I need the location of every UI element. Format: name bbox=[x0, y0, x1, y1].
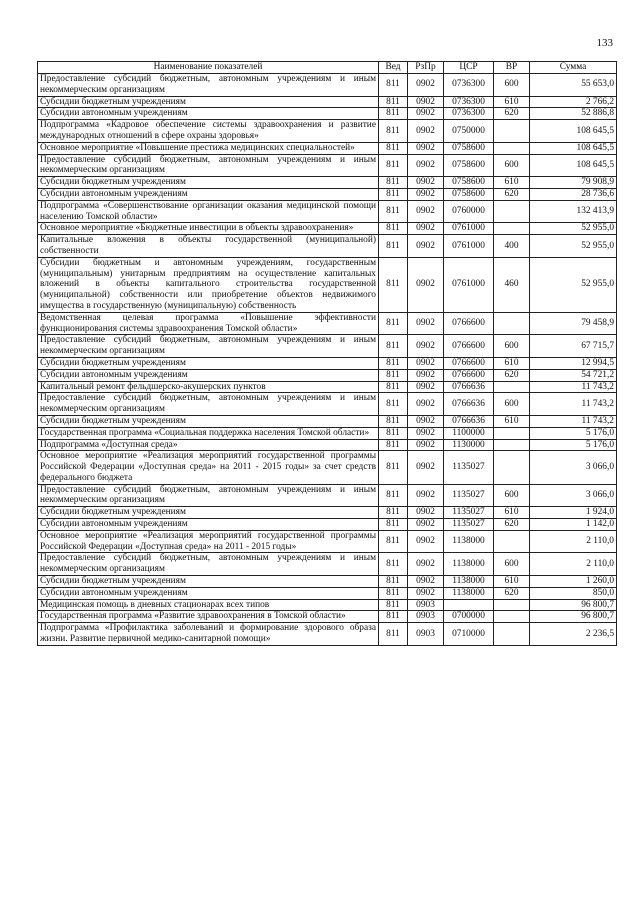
cell-ved: 811 bbox=[379, 96, 408, 108]
cell-sum: 2 236,5 bbox=[530, 623, 617, 646]
cell-sum: 55 653,0 bbox=[530, 74, 617, 97]
col-header-vr: ВР bbox=[494, 62, 530, 74]
cell-rzpr: 0902 bbox=[408, 451, 444, 484]
cell-vr: 600 bbox=[494, 74, 530, 97]
cell-vr bbox=[494, 439, 530, 451]
cell-name: Предоставление субсидий бюджетным, автономным учреждениям и иным некоммерческим организациям bbox=[38, 154, 379, 177]
table-row bbox=[38, 200, 617, 223]
cell-csr: 0766600 bbox=[444, 369, 494, 381]
table-row bbox=[38, 96, 617, 108]
table-row bbox=[38, 599, 617, 611]
cell-ved: 811 bbox=[379, 120, 408, 143]
cell-name: Государственная программа «Социальная поддержка населения Томской области» bbox=[38, 427, 379, 439]
table-row bbox=[38, 484, 617, 507]
cell-ved: 811 bbox=[379, 312, 408, 335]
table-header-row bbox=[38, 62, 617, 74]
cell-ved: 811 bbox=[379, 451, 408, 484]
cell-sum: 12 994,5 bbox=[530, 357, 617, 369]
cell-ved: 811 bbox=[379, 357, 408, 369]
cell-sum: 28 736,6 bbox=[530, 188, 617, 200]
cell-csr: 0750000 bbox=[444, 120, 494, 143]
cell-sum: 2 110,0 bbox=[530, 530, 617, 553]
cell-rzpr: 0902 bbox=[408, 235, 444, 258]
table-row bbox=[38, 381, 617, 393]
cell-name: Основное мероприятие «Бюджетные инвестиции в объекты здравоохранения» bbox=[38, 223, 379, 235]
cell-csr: 0761000 bbox=[444, 257, 494, 312]
table-row bbox=[38, 142, 617, 154]
cell-rzpr: 0902 bbox=[408, 357, 444, 369]
cell-vr bbox=[494, 611, 530, 623]
cell-name: Подпрограмма «Профилактика заболеваний и формирование здорового образа жизни. Развитие первичной медико-санитарной помощи» bbox=[38, 623, 379, 646]
cell-csr: 0736300 bbox=[444, 96, 494, 108]
cell-ved: 811 bbox=[379, 439, 408, 451]
table-row bbox=[38, 74, 617, 97]
cell-rzpr: 0902 bbox=[408, 154, 444, 177]
cell-name: Предоставление субсидий бюджетным, автономным учреждениям и иным некоммерческим организациям bbox=[38, 393, 379, 416]
cell-rzpr: 0902 bbox=[408, 257, 444, 312]
cell-ved: 811 bbox=[379, 519, 408, 531]
cell-csr: 0760000 bbox=[444, 200, 494, 223]
cell-sum: 3 066,0 bbox=[530, 451, 617, 484]
cell-csr: 0766600 bbox=[444, 312, 494, 335]
cell-rzpr: 0902 bbox=[408, 507, 444, 519]
cell-ved: 811 bbox=[379, 576, 408, 588]
table-row bbox=[38, 223, 617, 235]
cell-name: Подпрограмма «Совершенствование организации оказания медицинской помощи населению Томской области» bbox=[38, 200, 379, 223]
table-row bbox=[38, 507, 617, 519]
cell-name: Предоставление субсидий бюджетным, автономным учреждениям и иным некоммерческим организациям bbox=[38, 553, 379, 576]
cell-rzpr: 0902 bbox=[408, 576, 444, 588]
cell-vr bbox=[494, 427, 530, 439]
cell-vr: 620 bbox=[494, 587, 530, 599]
cell-vr: 620 bbox=[494, 108, 530, 120]
cell-ved: 811 bbox=[379, 188, 408, 200]
cell-csr: 0736300 bbox=[444, 108, 494, 120]
cell-rzpr: 0902 bbox=[408, 587, 444, 599]
cell-ved: 811 bbox=[379, 74, 408, 97]
table-row bbox=[38, 120, 617, 143]
table-row bbox=[38, 369, 617, 381]
cell-sum: 52 955,0 bbox=[530, 223, 617, 235]
cell-vr bbox=[494, 120, 530, 143]
table-row bbox=[38, 427, 617, 439]
cell-rzpr: 0902 bbox=[408, 381, 444, 393]
cell-csr: 0761000 bbox=[444, 235, 494, 258]
cell-name: Субсидии бюджетным учреждениям bbox=[38, 415, 379, 427]
cell-vr: 620 bbox=[494, 188, 530, 200]
cell-csr: 0700000 bbox=[444, 611, 494, 623]
cell-ved: 811 bbox=[379, 369, 408, 381]
cell-name: Субсидии бюджетным учреждениям bbox=[38, 177, 379, 189]
cell-ved: 811 bbox=[379, 177, 408, 189]
cell-ved: 811 bbox=[379, 393, 408, 416]
cell-sum: 11 743,2 bbox=[530, 415, 617, 427]
cell-rzpr: 0902 bbox=[408, 519, 444, 531]
cell-csr: 0766600 bbox=[444, 357, 494, 369]
cell-ved: 811 bbox=[379, 381, 408, 393]
cell-csr: 1135027 bbox=[444, 507, 494, 519]
cell-vr: 610 bbox=[494, 507, 530, 519]
cell-ved: 811 bbox=[379, 415, 408, 427]
cell-csr: 0761000 bbox=[444, 223, 494, 235]
table-row bbox=[38, 576, 617, 588]
cell-name: Государственная программа «Развитие здравоохранения в Томской области» bbox=[38, 611, 379, 623]
cell-name: Предоставление субсидий бюджетным, автономным учреждениям и иным некоммерческим организациям bbox=[38, 74, 379, 97]
cell-ved: 811 bbox=[379, 335, 408, 358]
cell-csr: 0758600 bbox=[444, 177, 494, 189]
cell-name: Субсидии бюджетным учреждениям bbox=[38, 357, 379, 369]
cell-sum: 2 110,0 bbox=[530, 553, 617, 576]
budget-table bbox=[37, 61, 617, 646]
cell-name: Капитальные вложения в объекты государственной (муниципальной) собственности bbox=[38, 235, 379, 258]
cell-sum: 2 766,2 bbox=[530, 96, 617, 108]
cell-rzpr: 0902 bbox=[408, 223, 444, 235]
cell-rzpr: 0902 bbox=[408, 415, 444, 427]
cell-sum: 79 908,9 bbox=[530, 177, 617, 189]
cell-name: Предоставление субсидий бюджетным, автономным учреждениям и иным некоммерческим организациям bbox=[38, 335, 379, 358]
cell-sum: 79 458,9 bbox=[530, 312, 617, 335]
cell-vr bbox=[494, 599, 530, 611]
cell-csr: 1130000 bbox=[444, 439, 494, 451]
cell-name: Ведомственная целевая программа «Повышение эффективности функционирования системы здравоохранения Томской области» bbox=[38, 312, 379, 335]
cell-name: Субсидии автономным учреждениям bbox=[38, 369, 379, 381]
cell-ved: 811 bbox=[379, 484, 408, 507]
col-header-ved: Вед bbox=[379, 62, 408, 74]
table-row bbox=[38, 235, 617, 258]
cell-csr: 0758600 bbox=[444, 154, 494, 177]
cell-rzpr: 0902 bbox=[408, 335, 444, 358]
cell-sum: 108 645,5 bbox=[530, 120, 617, 143]
cell-ved: 811 bbox=[379, 611, 408, 623]
cell-sum: 52 955,0 bbox=[530, 235, 617, 258]
cell-sum: 1 260,0 bbox=[530, 576, 617, 588]
cell-name: Субсидии бюджетным учреждениям bbox=[38, 96, 379, 108]
cell-csr bbox=[444, 599, 494, 611]
cell-rzpr: 0902 bbox=[408, 312, 444, 335]
cell-rzpr: 0902 bbox=[408, 439, 444, 451]
table-row bbox=[38, 415, 617, 427]
cell-rzpr: 0902 bbox=[408, 553, 444, 576]
cell-vr: 600 bbox=[494, 335, 530, 358]
cell-name: Субсидии бюджетным учреждениям bbox=[38, 507, 379, 519]
cell-vr: 600 bbox=[494, 393, 530, 416]
table-row bbox=[38, 519, 617, 531]
cell-vr bbox=[494, 451, 530, 484]
table-row bbox=[38, 611, 617, 623]
cell-csr: 0766636 bbox=[444, 381, 494, 393]
cell-rzpr: 0902 bbox=[408, 74, 444, 97]
cell-sum: 67 715,7 bbox=[530, 335, 617, 358]
cell-rzpr: 0902 bbox=[408, 484, 444, 507]
cell-vr: 620 bbox=[494, 519, 530, 531]
cell-ved: 811 bbox=[379, 223, 408, 235]
cell-sum: 11 743,2 bbox=[530, 381, 617, 393]
cell-rzpr: 0902 bbox=[408, 108, 444, 120]
table-row bbox=[38, 393, 617, 416]
cell-csr: 0766636 bbox=[444, 415, 494, 427]
cell-sum: 96 800,7 bbox=[530, 599, 617, 611]
table-row bbox=[38, 553, 617, 576]
cell-ved: 811 bbox=[379, 507, 408, 519]
cell-vr: 600 bbox=[494, 484, 530, 507]
table-row bbox=[38, 108, 617, 120]
cell-name: Субсидии автономным учреждениям bbox=[38, 519, 379, 531]
cell-name: Субсидии автономным учреждениям bbox=[38, 188, 379, 200]
cell-vr: 610 bbox=[494, 576, 530, 588]
cell-csr: 0758600 bbox=[444, 188, 494, 200]
table-row bbox=[38, 439, 617, 451]
cell-name: Субсидии бюджетным учреждениям bbox=[38, 576, 379, 588]
col-header-csr: ЦСР bbox=[444, 62, 494, 74]
cell-csr: 1138000 bbox=[444, 576, 494, 588]
table-row bbox=[38, 451, 617, 484]
cell-csr: 0766600 bbox=[444, 335, 494, 358]
cell-vr: 610 bbox=[494, 177, 530, 189]
cell-name: Основное мероприятие «Повышение престижа медицинских специальностей» bbox=[38, 142, 379, 154]
cell-ved: 811 bbox=[379, 235, 408, 258]
cell-sum: 5 176,0 bbox=[530, 439, 617, 451]
cell-sum: 850,0 bbox=[530, 587, 617, 599]
cell-rzpr: 0902 bbox=[408, 427, 444, 439]
cell-rzpr: 0902 bbox=[408, 530, 444, 553]
cell-name: Медицинская помощь в дневных стационарах всех типов bbox=[38, 599, 379, 611]
cell-sum: 3 066,0 bbox=[530, 484, 617, 507]
table-row bbox=[38, 177, 617, 189]
cell-rzpr: 0902 bbox=[408, 369, 444, 381]
table-body bbox=[38, 74, 617, 646]
cell-vr: 610 bbox=[494, 415, 530, 427]
cell-vr bbox=[494, 623, 530, 646]
cell-sum: 1 924,0 bbox=[530, 507, 617, 519]
cell-ved: 811 bbox=[379, 530, 408, 553]
cell-csr: 1138000 bbox=[444, 530, 494, 553]
cell-ved: 811 bbox=[379, 142, 408, 154]
table-row bbox=[38, 257, 617, 312]
table-row bbox=[38, 188, 617, 200]
cell-vr: 620 bbox=[494, 369, 530, 381]
col-header-sum: Сумма bbox=[530, 62, 617, 74]
cell-sum: 108 645,5 bbox=[530, 142, 617, 154]
cell-rzpr: 0902 bbox=[408, 188, 444, 200]
cell-name: Основное мероприятие «Реализация мероприятий государственной программы Российской Федерации «Доступная среда» на 2011 - 2015 годы» за счет средств федерального бюджета bbox=[38, 451, 379, 484]
cell-name: Субсидии бюджетным и автономным учреждениям, государственным (муниципальным) унитарным предприятиям на осуществление капитальных вложений в объекты капитального строительства государственной (муниципальной) собственности или приобретение объектов недвижимого имущества в государственную (муниципальную) собственность bbox=[38, 257, 379, 312]
cell-rzpr: 0903 bbox=[408, 611, 444, 623]
cell-vr bbox=[494, 381, 530, 393]
cell-rzpr: 0902 bbox=[408, 142, 444, 154]
cell-ved: 811 bbox=[379, 108, 408, 120]
cell-csr: 1138000 bbox=[444, 587, 494, 599]
cell-vr bbox=[494, 200, 530, 223]
cell-name: Основное мероприятие «Реализация мероприятий государственной программы Российской Федерации «Доступная среда» на 2011 - 2015 годы» bbox=[38, 530, 379, 553]
table-row bbox=[38, 357, 617, 369]
cell-sum: 96 800,7 bbox=[530, 611, 617, 623]
cell-rzpr: 0903 bbox=[408, 599, 444, 611]
cell-sum: 54 721,2 bbox=[530, 369, 617, 381]
cell-csr: 0766636 bbox=[444, 393, 494, 416]
cell-ved: 811 bbox=[379, 427, 408, 439]
cell-vr bbox=[494, 530, 530, 553]
page-number: 133 bbox=[596, 37, 613, 49]
cell-name: Подпрограмма «Доступная среда» bbox=[38, 439, 379, 451]
cell-sum: 108 645,5 bbox=[530, 154, 617, 177]
cell-vr: 600 bbox=[494, 154, 530, 177]
cell-ved: 811 bbox=[379, 599, 408, 611]
cell-ved: 811 bbox=[379, 587, 408, 599]
cell-vr bbox=[494, 312, 530, 335]
table-row bbox=[38, 154, 617, 177]
cell-vr: 400 bbox=[494, 235, 530, 258]
cell-rzpr: 0902 bbox=[408, 200, 444, 223]
cell-vr: 600 bbox=[494, 553, 530, 576]
cell-csr: 0758600 bbox=[444, 142, 494, 154]
cell-csr: 0710000 bbox=[444, 623, 494, 646]
cell-csr: 1135027 bbox=[444, 484, 494, 507]
cell-name: Капитальный ремонт фельдшерско-акушерских пунктов bbox=[38, 381, 379, 393]
cell-rzpr: 0902 bbox=[408, 177, 444, 189]
cell-sum: 1 142,0 bbox=[530, 519, 617, 531]
cell-ved: 811 bbox=[379, 623, 408, 646]
cell-rzpr: 0903 bbox=[408, 623, 444, 646]
cell-rzpr: 0902 bbox=[408, 393, 444, 416]
cell-csr: 1100000 bbox=[444, 427, 494, 439]
cell-name: Субсидии автономным учреждениям bbox=[38, 587, 379, 599]
cell-ved: 811 bbox=[379, 257, 408, 312]
cell-rzpr: 0902 bbox=[408, 120, 444, 143]
table-row bbox=[38, 587, 617, 599]
table-row bbox=[38, 530, 617, 553]
cell-vr: 460 bbox=[494, 257, 530, 312]
cell-vr bbox=[494, 223, 530, 235]
table-row bbox=[38, 312, 617, 335]
cell-vr: 610 bbox=[494, 96, 530, 108]
cell-ved: 811 bbox=[379, 154, 408, 177]
cell-sum: 52 886,8 bbox=[530, 108, 617, 120]
cell-sum: 52 955,0 bbox=[530, 257, 617, 312]
cell-csr: 1135027 bbox=[444, 519, 494, 531]
col-header-name: Наименование показателей bbox=[38, 62, 379, 74]
cell-name: Предоставление субсидий бюджетным, автономным учреждениям и иным некоммерческим организациям bbox=[38, 484, 379, 507]
cell-name: Подпрограмма «Кадровое обеспечение системы здравоохранения и развитие международных отношений в сфере охраны здоровья» bbox=[38, 120, 379, 143]
cell-sum: 132 413,9 bbox=[530, 200, 617, 223]
cell-ved: 811 bbox=[379, 200, 408, 223]
cell-csr: 0736300 bbox=[444, 74, 494, 97]
table-row bbox=[38, 623, 617, 646]
cell-sum: 5 176,0 bbox=[530, 427, 617, 439]
cell-sum: 11 743,2 bbox=[530, 393, 617, 416]
table-row bbox=[38, 335, 617, 358]
cell-ved: 811 bbox=[379, 553, 408, 576]
cell-vr bbox=[494, 142, 530, 154]
cell-name: Субсидии автономным учреждениям bbox=[38, 108, 379, 120]
cell-csr: 1135027 bbox=[444, 451, 494, 484]
cell-rzpr: 0902 bbox=[408, 96, 444, 108]
cell-vr: 610 bbox=[494, 357, 530, 369]
col-header-rzpr: РзПр bbox=[408, 62, 444, 74]
cell-csr: 1138000 bbox=[444, 553, 494, 576]
